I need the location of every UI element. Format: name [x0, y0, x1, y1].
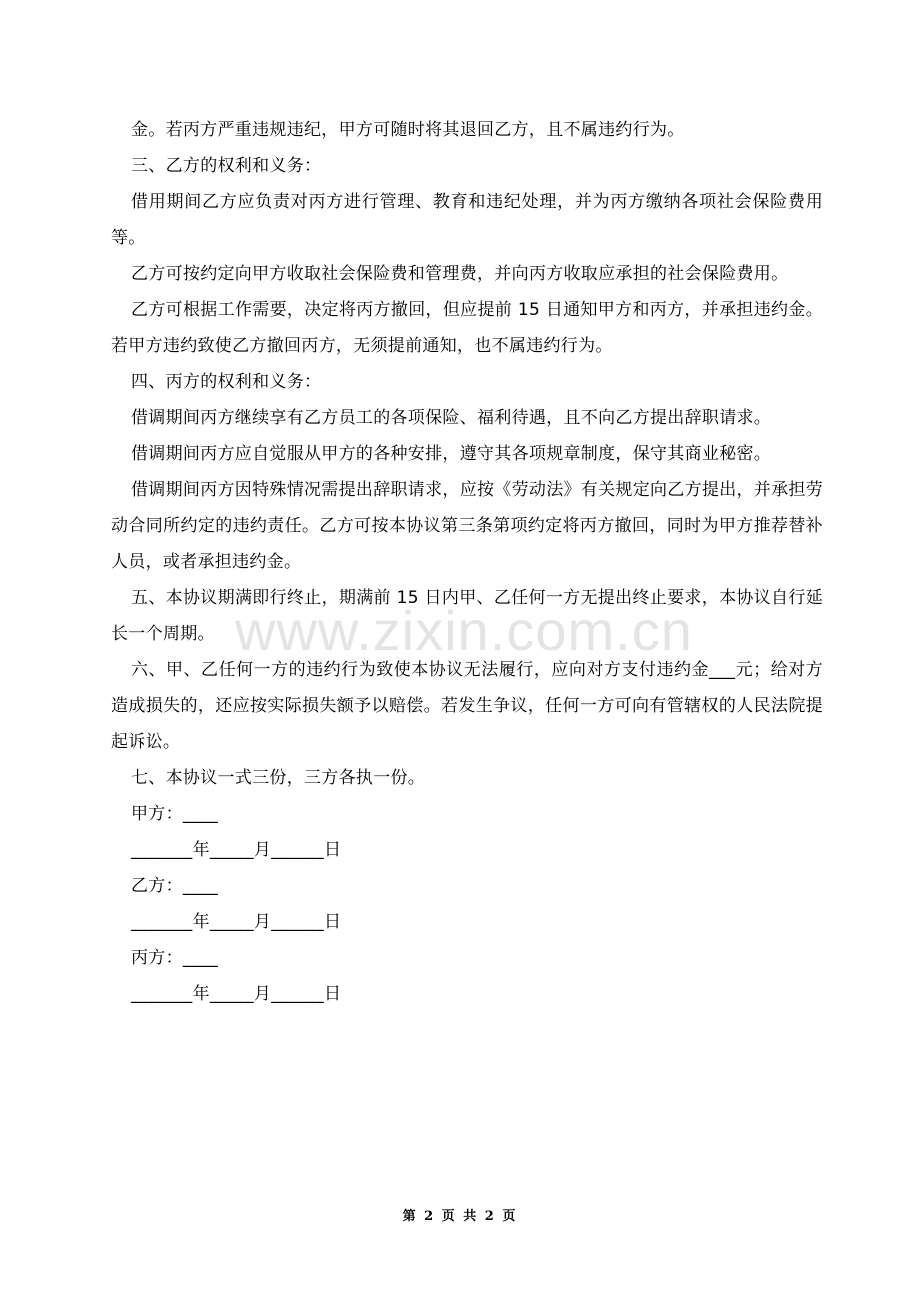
signature-party-a: 甲方：____ [131, 804, 219, 824]
signature-party-b: 乙方：____ [131, 876, 219, 896]
signature-party-c: 丙方：____ [131, 948, 219, 968]
section-copies: 七、本协议一式三份，三方各执一份。 [131, 768, 426, 788]
document-body [111, 112, 823, 1012]
section-heading-party-c-rights: 四、丙方的权利和义务： [131, 372, 322, 392]
paragraph-party-c-benefits: 借调期间丙方继续享有乙方员工的各项保险、福利待遇，且不向乙方提出辞职请求。 [131, 408, 772, 428]
paragraph-party-c-obey: 借调期间丙方应自觉服从甲方的各种安排，遵守其各项规章制度，保守其商业秘密。 [131, 444, 772, 464]
paragraph-party-b-recall: 乙方可根据工作需要，决定将丙方撤回，但应提前 15 日通知甲方和丙方，并承担违约金。若甲方违约致使乙方撤回丙方，无须提前通知，也不属违约行为。 [111, 300, 823, 356]
paragraph-party-b-fees: 乙方可按约定向甲方收取社会保险费和管理费，并向丙方收取应承担的社会保险费用。 [131, 264, 789, 284]
date-line-party-c: _______年_____月______日 [131, 984, 342, 1004]
paragraph-penalty-end: 金。若丙方严重违规违纪，甲方可随时将其退回乙方，且不属违约行为。 [131, 120, 685, 140]
paragraph-party-c-resign: 借调期间丙方因特殊情况需提出辞职请求，应按《劳动法》有关规定向乙方提出，并承担劳动合同所约定的违约责任。乙方可按本协议第三条第项约定将丙方撤回，同时为甲方推荐替补人员，或者承担违约金。 [111, 480, 823, 572]
section-term: 五、本协议期满即行终止，期满前 15 日内甲、乙任何一方无提出终止要求，本协议自行延长一个周期。 [111, 588, 823, 644]
page-number: 第 2 页 共 2 页 [402, 1209, 518, 1224]
section-breach: 六、甲、乙任何一方的违约行为致使本协议无法履行，应向对方支付违约金___元；给对方造成损失的，还应按实际损失额予以赔偿。若发生争议，任何一方可向有管辖权的人民法院提起诉讼。 [111, 660, 823, 752]
watermark: www.zixin.com.cn [235, 599, 693, 662]
page-footer [0, 1205, 920, 1224]
section-heading-party-b-rights: 三、乙方的权利和义务： [131, 156, 322, 176]
paragraph-party-b-management: 借用期间乙方应负责对丙方进行管理、教育和违纪处理，并为丙方缴纳各项社会保险费用等。 [111, 192, 823, 248]
date-line-party-a: _______年_____月______日 [131, 840, 342, 860]
date-line-party-b: _______年_____月______日 [131, 912, 342, 932]
